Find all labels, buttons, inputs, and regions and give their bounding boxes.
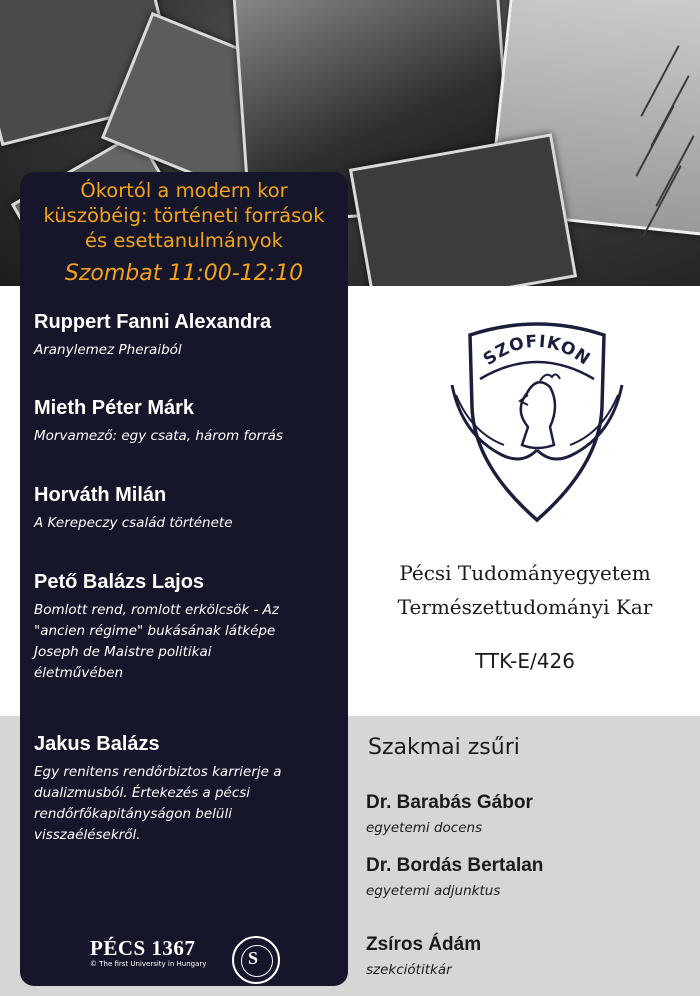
- presenter-name: Horváth Milán: [34, 484, 167, 506]
- session-title-line: és esettanulmányok: [85, 229, 283, 252]
- university-name: Pécsi Tudományegyetem Természettudományi Kar: [397, 561, 653, 619]
- presenter-entry: [34, 310, 344, 361]
- presentation-topic: Bomlott rend, romlott erkölcsök - Az "ancien régime" bukásának látképe Joseph de Maistre politikai életművében: [34, 602, 279, 681]
- jury-title: Szakmai zsűri: [368, 735, 520, 760]
- presenter-entry: [34, 396, 344, 447]
- jury-member: [366, 792, 696, 836]
- logo-text: SZOFIKON: [479, 331, 595, 370]
- presentation-topic: Aranylemez Pheraiból: [34, 342, 182, 358]
- presentation-topic: Morvamező: egy csata, három forrás: [34, 428, 283, 444]
- university-seal-icon: S: [232, 936, 280, 984]
- jury-member-role: egyetemi docens: [366, 820, 483, 836]
- presenter-entry: [34, 732, 344, 846]
- jury-member: [366, 934, 696, 978]
- presenter-name: Jakus Balázs: [34, 733, 160, 755]
- presenter-entry: [34, 483, 344, 534]
- presentation-topic: A Kerepeczy család története: [34, 515, 233, 531]
- session-title: [20, 178, 348, 253]
- presenter-name: Mieth Péter Márk: [34, 397, 195, 419]
- jury-member-name: Dr. Bordás Bertalan: [366, 855, 544, 876]
- presentation-topic: Egy renitens rendőrbiztos karrierje a dualizmusból. Értekezés a pécsi rendőrfőkapitányságon belüli visszaélésekről.: [34, 764, 282, 843]
- jury-member-name: Dr. Barabás Gábor: [366, 792, 533, 813]
- pecs-university-logo: PÉCS 1367 © The first University in Hungary: [90, 936, 207, 968]
- session-title-line: Ókortól a modern kor: [80, 179, 288, 202]
- jury-member-role: szekciótitkár: [366, 962, 452, 978]
- szofikon-logo: [442, 315, 632, 525]
- presenter-name: Pető Balázs Lajos: [34, 571, 205, 593]
- session-time: Szombat 11:00-12:10: [64, 261, 304, 286]
- presenter-name: Ruppert Fanni Alexandra: [34, 311, 272, 333]
- jury-member-name: Zsíros Ádám: [366, 934, 482, 955]
- presenter-entry: [34, 570, 344, 684]
- session-panel: [20, 172, 348, 986]
- jury-member: [366, 855, 696, 899]
- handwriting-decoration: [610, 40, 700, 240]
- jury-member-role: egyetemi adjunktus: [366, 883, 501, 899]
- session-title-line: küszöbéig: történeti források: [43, 204, 325, 227]
- room-code: TTK-E/426: [475, 649, 575, 673]
